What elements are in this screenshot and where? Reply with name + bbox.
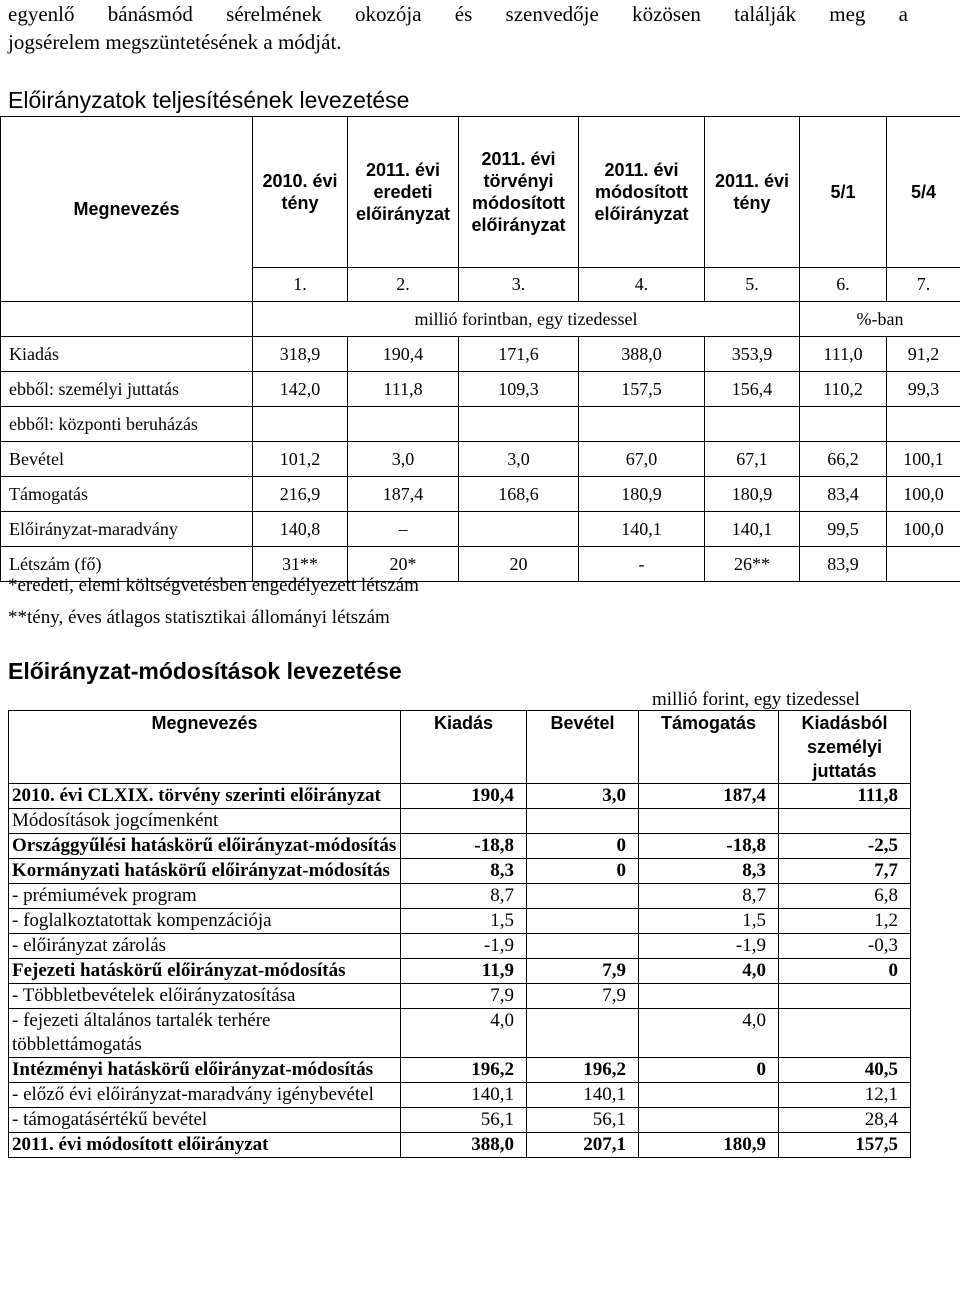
colnum-5: 5. xyxy=(705,268,800,302)
cell-value: 11,9 xyxy=(401,959,527,984)
cell-value: 8,3 xyxy=(639,859,779,884)
table2-header-bevetel: Bevétel xyxy=(527,711,639,784)
cell-value: 157,5 xyxy=(779,1133,911,1158)
cell-value: 3,0 xyxy=(459,442,579,477)
row-label: 2011. évi módosított előirányzat xyxy=(9,1133,401,1158)
row-label: - foglalkoztatottak kompenzációja xyxy=(9,909,401,934)
table-row xyxy=(9,959,911,984)
colnum-2: 2. xyxy=(348,268,459,302)
table1-header-col5: 2011. évi tény xyxy=(705,117,800,268)
cell-value: 20 xyxy=(459,547,579,582)
cell-value: 168,6 xyxy=(459,477,579,512)
cell-value: -0,3 xyxy=(779,934,911,959)
cell-value: 109,3 xyxy=(459,372,579,407)
cell-value: 7,9 xyxy=(527,984,639,1009)
cell-value: 7,9 xyxy=(527,959,639,984)
row-label: Fejezeti hatáskörű előirányzat-módosítás xyxy=(9,959,401,984)
table-row xyxy=(1,372,960,407)
cell-value: - xyxy=(579,547,705,582)
cell-value xyxy=(639,809,779,834)
unit-million: millió forintban, egy tizedessel xyxy=(253,302,800,337)
cell-value: 0 xyxy=(779,959,911,984)
cell-value: 140,8 xyxy=(253,512,348,547)
cell-value: 67,0 xyxy=(579,442,705,477)
cell-value: 100,0 xyxy=(887,477,960,512)
cell-value: 56,1 xyxy=(527,1108,639,1133)
cell-value: 12,1 xyxy=(779,1083,911,1108)
cell-value: 140,1 xyxy=(527,1083,639,1108)
row-label: Kormányzati hatáskörű előirányzat-módosítás xyxy=(9,859,401,884)
cell-value: -18,8 xyxy=(639,834,779,859)
cell-value: 4,0 xyxy=(639,959,779,984)
cell-value xyxy=(459,407,579,442)
cell-value: 8,7 xyxy=(401,884,527,909)
cell-value: 171,6 xyxy=(459,337,579,372)
cell-value: 6,8 xyxy=(779,884,911,909)
cell-value: 56,1 xyxy=(401,1108,527,1133)
cell-value xyxy=(639,984,779,1009)
table1-header-row xyxy=(1,117,960,268)
modification-table xyxy=(8,710,911,1158)
table1-header-col6: 5/1 xyxy=(800,117,887,268)
table-row xyxy=(9,1058,911,1083)
cell-value xyxy=(401,809,527,834)
row-label: - támogatásértékű bevétel xyxy=(9,1108,401,1133)
cell-value: 111,8 xyxy=(779,784,911,809)
cell-value: 216,9 xyxy=(253,477,348,512)
cell-value: 318,9 xyxy=(253,337,348,372)
cell-value: 180,9 xyxy=(639,1133,779,1158)
row-label: Létszám (fő) xyxy=(1,547,253,582)
cell-value xyxy=(639,1083,779,1108)
cell-value: 196,2 xyxy=(401,1058,527,1083)
table-row xyxy=(9,859,911,884)
row-label: Módosítások jogcímenként xyxy=(9,809,401,834)
row-label: - fejezeti általános tartalék terhére többlettámogatás xyxy=(9,1009,401,1058)
cell-value: 4,0 xyxy=(639,1009,779,1058)
table1-header-col3: 2011. évi törvényi módosított előirányzat xyxy=(459,117,579,268)
cell-value xyxy=(887,407,960,442)
cell-value: 207,1 xyxy=(527,1133,639,1158)
table-row xyxy=(9,884,911,909)
cell-value: 66,2 xyxy=(800,442,887,477)
intro-paragraph xyxy=(8,0,908,56)
cell-value: 3,0 xyxy=(348,442,459,477)
row-label: Támogatás xyxy=(1,477,253,512)
colnum-4: 4. xyxy=(579,268,705,302)
cell-value: -1,9 xyxy=(401,934,527,959)
row-label: Intézményi hatáskörű előirányzat-módosítás xyxy=(9,1058,401,1083)
cell-value xyxy=(800,407,887,442)
cell-value xyxy=(705,407,800,442)
cell-value: 100,0 xyxy=(887,512,960,547)
cell-value: 187,4 xyxy=(639,784,779,809)
cell-value: 353,9 xyxy=(705,337,800,372)
cell-value: 4,0 xyxy=(401,1009,527,1058)
table-row xyxy=(9,1009,911,1058)
row-label: - Többletbevételek előirányzatosítása xyxy=(9,984,401,1009)
intro-line-2: jogsérelem megszüntetésének a módját. xyxy=(8,30,342,54)
cell-value: 7,9 xyxy=(401,984,527,1009)
row-label: ebből: személyi juttatás xyxy=(1,372,253,407)
cell-value xyxy=(779,809,911,834)
table1-header-megnevezes: Megnevezés xyxy=(1,117,253,302)
cell-value: 180,9 xyxy=(579,477,705,512)
cell-value: 190,4 xyxy=(348,337,459,372)
cell-value: 388,0 xyxy=(579,337,705,372)
cell-value xyxy=(779,1009,911,1058)
row-label: 2010. évi CLXIX. törvény szerinti előirányzat xyxy=(9,784,401,809)
cell-value: 40,5 xyxy=(779,1058,911,1083)
table1-header-col1: 2010. évi tény xyxy=(253,117,348,268)
cell-value: 156,4 xyxy=(705,372,800,407)
row-label: ebből: központi beruházás xyxy=(1,407,253,442)
cell-value: -18,8 xyxy=(401,834,527,859)
cell-value: 187,4 xyxy=(348,477,459,512)
cell-value: 180,9 xyxy=(705,477,800,512)
cell-value: 3,0 xyxy=(527,784,639,809)
cell-value: 99,5 xyxy=(800,512,887,547)
row-label: - prémiumévek program xyxy=(9,884,401,909)
footnote-1: *eredeti, elemi költségvetésben engedélyezett létszám xyxy=(8,575,419,596)
colnum-6: 6. xyxy=(800,268,887,302)
cell-value xyxy=(348,407,459,442)
cell-value xyxy=(527,809,639,834)
cell-value: 388,0 xyxy=(401,1133,527,1158)
cell-value xyxy=(253,407,348,442)
table-row xyxy=(1,477,960,512)
colnum-3: 3. xyxy=(459,268,579,302)
section-heading-1: Előirányzatok teljesítésének levezetése xyxy=(8,87,410,113)
table1-unit-row xyxy=(1,302,960,337)
table-row xyxy=(1,512,960,547)
cell-value: 26** xyxy=(705,547,800,582)
cell-value: 31** xyxy=(253,547,348,582)
cell-value: 157,5 xyxy=(579,372,705,407)
table-row xyxy=(9,834,911,859)
cell-value: 111,8 xyxy=(348,372,459,407)
cell-value: – xyxy=(348,512,459,547)
cell-value xyxy=(527,1009,639,1058)
cell-value xyxy=(527,884,639,909)
table2-header-szemelyi: Kiadásból személyi juttatás xyxy=(779,711,911,784)
table2-header-row xyxy=(9,711,911,784)
cell-value xyxy=(527,909,639,934)
cell-value xyxy=(579,407,705,442)
unit-percent: %-ban xyxy=(800,302,960,337)
table-row xyxy=(9,784,911,809)
intro-line-1: egyenlő bánásmód sérelmének okozója és szenvedője közösen találják meg a xyxy=(8,2,908,26)
cell-value: 28,4 xyxy=(779,1108,911,1133)
cell-value: 140,1 xyxy=(579,512,705,547)
table-row xyxy=(9,809,911,834)
cell-value: 101,2 xyxy=(253,442,348,477)
footnote-2: **tény, éves átlagos statisztikai állományi létszám xyxy=(8,607,390,628)
appropriation-table xyxy=(0,116,960,582)
cell-value: 196,2 xyxy=(527,1058,639,1083)
row-label: Bevétel xyxy=(1,442,253,477)
cell-value: 140,1 xyxy=(705,512,800,547)
table-row xyxy=(9,1108,911,1133)
table-row xyxy=(1,442,960,477)
table2-unit-note: millió forint, egy tizedessel xyxy=(652,689,860,710)
table-row xyxy=(1,407,960,442)
cell-value: 67,1 xyxy=(705,442,800,477)
cell-value xyxy=(887,547,960,582)
section-heading-2: Előirányzat-módosítások levezetése xyxy=(8,658,402,684)
cell-value: 8,7 xyxy=(639,884,779,909)
cell-value: 0 xyxy=(639,1058,779,1083)
row-label: Országgyűlési hatáskörű előirányzat-módosítás xyxy=(9,834,401,859)
table2-header-tamogatas: Támogatás xyxy=(639,711,779,784)
cell-value: 0 xyxy=(527,859,639,884)
cell-value: 8,3 xyxy=(401,859,527,884)
table-row xyxy=(9,1083,911,1108)
cell-value: 0 xyxy=(527,834,639,859)
row-label: Előirányzat-maradvány xyxy=(1,512,253,547)
cell-value: 1,2 xyxy=(779,909,911,934)
table-row xyxy=(9,934,911,959)
cell-value: 83,9 xyxy=(800,547,887,582)
cell-value xyxy=(639,1108,779,1133)
cell-value xyxy=(527,934,639,959)
table1-header-col2: 2011. évi eredeti előirányzat xyxy=(348,117,459,268)
cell-value: 7,7 xyxy=(779,859,911,884)
cell-value: 1,5 xyxy=(639,909,779,934)
table-row xyxy=(9,909,911,934)
cell-value: -1,9 xyxy=(639,934,779,959)
table-row xyxy=(9,1133,911,1158)
cell-value: 190,4 xyxy=(401,784,527,809)
table-row xyxy=(9,984,911,1009)
cell-value: 110,2 xyxy=(800,372,887,407)
cell-value: -2,5 xyxy=(779,834,911,859)
table1-header-col4: 2011. évi módosított előirányzat xyxy=(579,117,705,268)
cell-value: 1,5 xyxy=(401,909,527,934)
cell-value: 91,2 xyxy=(887,337,960,372)
table2-header-kiadas: Kiadás xyxy=(401,711,527,784)
row-label: - előirányzat zárolás xyxy=(9,934,401,959)
colnum-1: 1. xyxy=(253,268,348,302)
table2-header-megnevezes: Megnevezés xyxy=(9,711,401,784)
cell-value: 100,1 xyxy=(887,442,960,477)
cell-value: 99,3 xyxy=(887,372,960,407)
cell-value: 142,0 xyxy=(253,372,348,407)
cell-value xyxy=(459,512,579,547)
cell-value: 20* xyxy=(348,547,459,582)
table1-header-col7: 5/4 xyxy=(887,117,960,268)
cell-value: 111,0 xyxy=(800,337,887,372)
cell-value: 83,4 xyxy=(800,477,887,512)
table-row xyxy=(1,337,960,372)
row-label: Kiadás xyxy=(1,337,253,372)
row-label: - előző évi előirányzat-maradvány igénybevétel xyxy=(9,1083,401,1108)
colnum-7: 7. xyxy=(887,268,960,302)
cell-value xyxy=(779,984,911,1009)
cell-value: 140,1 xyxy=(401,1083,527,1108)
